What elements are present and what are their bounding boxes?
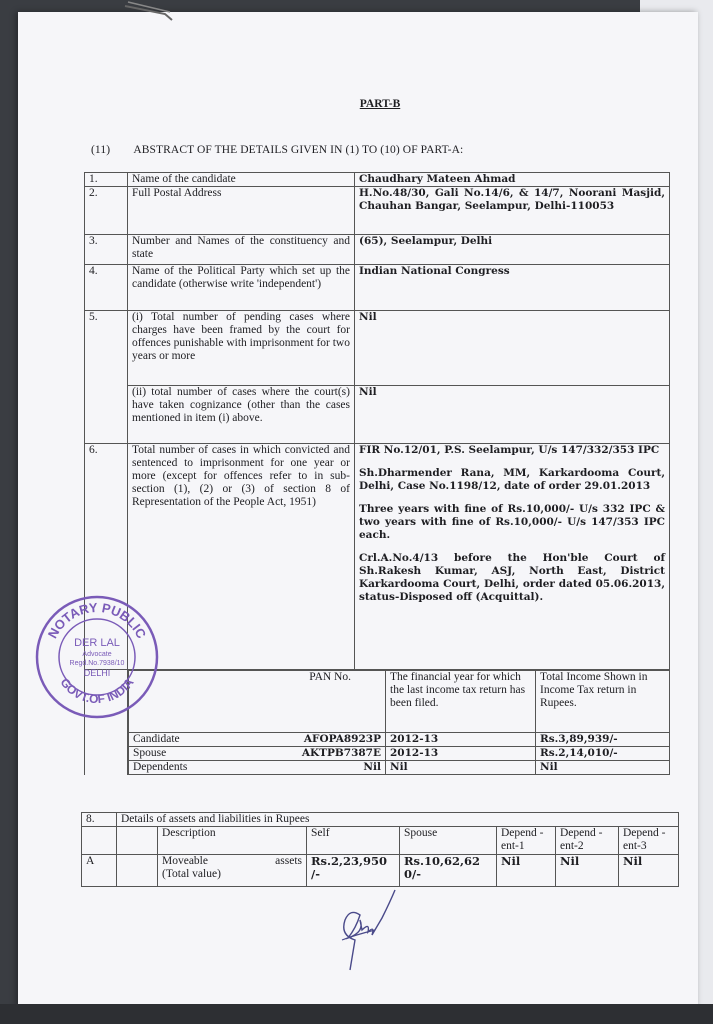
case-sentence: Three years with fine of Rs.10,000/- U/s 332 IPC & two years with fine of Rs.10,000/- U/s 147/353 IPC each. bbox=[359, 503, 665, 541]
abstract-number: (11) bbox=[91, 144, 111, 156]
assets-heading: Details of assets and liabilities in Rupees bbox=[117, 813, 679, 827]
row-label: Number and Names of the constituency and state bbox=[128, 235, 355, 265]
income-value: Rs.3,89,939/- bbox=[536, 733, 670, 747]
income-value: Rs.2,14,010/- bbox=[536, 747, 670, 761]
table-row bbox=[129, 671, 670, 733]
table-row bbox=[85, 173, 670, 187]
stamp-role: Advocate bbox=[82, 651, 112, 658]
blank-cell bbox=[117, 855, 158, 887]
row-letter: A bbox=[82, 855, 117, 887]
column-header: Depend -ent-3 bbox=[619, 827, 679, 855]
income-subtable bbox=[128, 670, 670, 775]
svg-text:NOTARY PUBLIC bbox=[45, 600, 150, 642]
row-value: Indian National Congress bbox=[355, 265, 670, 311]
blank-cell bbox=[117, 827, 158, 855]
row-label: Full Postal Address bbox=[128, 187, 355, 235]
scan-bottom-edge bbox=[0, 1004, 713, 1024]
row-number: 5. bbox=[85, 311, 128, 444]
row-label: (ii) total number of cases where the court(s) have taken cognizance (other than the cases mentioned in item (i) above. bbox=[128, 386, 355, 444]
table-row bbox=[129, 761, 670, 775]
stamp-city: DELHI bbox=[83, 668, 111, 678]
table-row bbox=[129, 733, 670, 747]
asset-description: Moveable assets (Total value) bbox=[158, 855, 307, 887]
row-value: (65), Seelampur, Delhi bbox=[355, 235, 670, 265]
pan-value: AFOPA8923P bbox=[303, 733, 381, 745]
pan-value: AKTPB7387E bbox=[301, 747, 381, 759]
row-number: 1. bbox=[85, 173, 128, 187]
stamp-top-text: NOTARY PUBLIC bbox=[44, 599, 150, 641]
row-value: Chaudhary Mateen Ahmad bbox=[355, 173, 670, 187]
assets-table bbox=[81, 812, 679, 887]
pan-header: PAN No. bbox=[129, 671, 386, 733]
row-value: H.No.48/30, Gali No.14/6, & 14/7, Noorani Masjid, Chauhan Bangar, Seelampur, Delhi-110053 bbox=[355, 187, 670, 235]
table-row bbox=[129, 747, 670, 761]
column-header: Spouse bbox=[400, 827, 497, 855]
row-number: 3. bbox=[85, 235, 128, 265]
row-number: 6. bbox=[85, 444, 128, 670]
stamp-bottom-text: GOVT.OF INDIA bbox=[57, 675, 137, 707]
abstract-text: ABSTRACT OF THE DETAILS GIVEN IN (1) TO (10) OF PART-A: bbox=[133, 144, 464, 156]
case-fir: FIR No.12/01, P.S. Seelampur, U/s 147/332/353 IPC bbox=[359, 444, 660, 456]
notary-stamp bbox=[34, 594, 160, 720]
self-value: Rs.2,23,950 /- bbox=[307, 855, 400, 887]
column-header: Description bbox=[158, 827, 307, 855]
fy-value: 2012-13 bbox=[386, 747, 536, 761]
candidate-pan-cell bbox=[129, 733, 386, 747]
case-appeal: Crl.A.No.4/13 before the Hon'ble Court of Sh.Rakesh Kumar, ASJ, North East, District Karkardooma Court, Delhi, order dated 05.06.2013, status-Disposed off (Acquittal). bbox=[359, 552, 665, 603]
row-value: Nil bbox=[355, 311, 670, 386]
row-number: 2. bbox=[85, 187, 128, 235]
case-court: Sh.Dharmender Rana, MM, Karkardooma Court, Delhi, Case No.1198/12, date of order 29.01.2013 bbox=[359, 467, 665, 492]
table-row bbox=[82, 813, 679, 827]
table-row bbox=[85, 386, 670, 444]
fy-value: 2012-13 bbox=[386, 733, 536, 747]
row-value bbox=[355, 444, 670, 670]
table-row bbox=[85, 235, 670, 265]
column-header: Depend -ent-1 bbox=[497, 827, 556, 855]
column-header: Self bbox=[307, 827, 400, 855]
svg-text:GOVT.OF INDIA bbox=[57, 675, 136, 706]
income-subtable-cell bbox=[128, 670, 670, 776]
abstract-heading bbox=[91, 144, 463, 156]
entry-label: Candidate bbox=[133, 733, 180, 745]
candidate-details-table bbox=[84, 172, 670, 775]
dependent-3-value: Nil bbox=[619, 855, 679, 887]
paper-clip-icon bbox=[120, 0, 180, 22]
row-label: Name of the candidate bbox=[128, 173, 355, 187]
spouse-value: Rs.10,62,62 0/- bbox=[400, 855, 497, 887]
row-number: 4. bbox=[85, 265, 128, 311]
entry-label: Spouse bbox=[133, 747, 167, 759]
fy-value: Nil bbox=[386, 761, 536, 775]
row-label: Name of the Political Party which set up the candidate (otherwise write 'independent') bbox=[128, 265, 355, 311]
income-header: Total Income Shown in Income Tax return in Rupees. bbox=[536, 671, 670, 733]
table-row bbox=[82, 827, 679, 855]
dependents-pan-cell bbox=[129, 761, 386, 775]
fy-header: The financial year for which the last income tax return has been filed. bbox=[386, 671, 536, 733]
income-value: Nil bbox=[536, 761, 670, 775]
column-header: Depend -ent-2 bbox=[556, 827, 619, 855]
table-row bbox=[85, 265, 670, 311]
page-title: PART-B bbox=[359, 98, 401, 110]
table-row bbox=[85, 670, 670, 776]
row-value: Nil bbox=[355, 386, 670, 444]
section-number: 8. bbox=[82, 813, 117, 827]
row-label: Total number of cases in which convicted and sentenced to imprisonment for one year or more (except for offences refer to in sub-section (1), (2) or (3) of section 8 of Representation of the People Act, 1951) bbox=[128, 444, 355, 670]
blank-cell bbox=[82, 827, 117, 855]
spouse-pan-cell bbox=[129, 747, 386, 761]
pan-value: Nil bbox=[363, 761, 381, 773]
stamp-reg: Regd.No.7938/10 bbox=[69, 660, 125, 667]
signature bbox=[320, 880, 400, 975]
table-row bbox=[85, 311, 670, 386]
dependent-2-value: Nil bbox=[556, 855, 619, 887]
row-label: (i) Total number of pending cases where charges have been framed by the court for offences punishable with imprisonment for two years or more bbox=[128, 311, 355, 386]
stamp-name: DER LAL bbox=[74, 637, 120, 649]
table-row bbox=[85, 444, 670, 670]
table-row bbox=[85, 187, 670, 235]
entry-label: Dependents bbox=[133, 761, 188, 773]
dependent-1-value: Nil bbox=[497, 855, 556, 887]
